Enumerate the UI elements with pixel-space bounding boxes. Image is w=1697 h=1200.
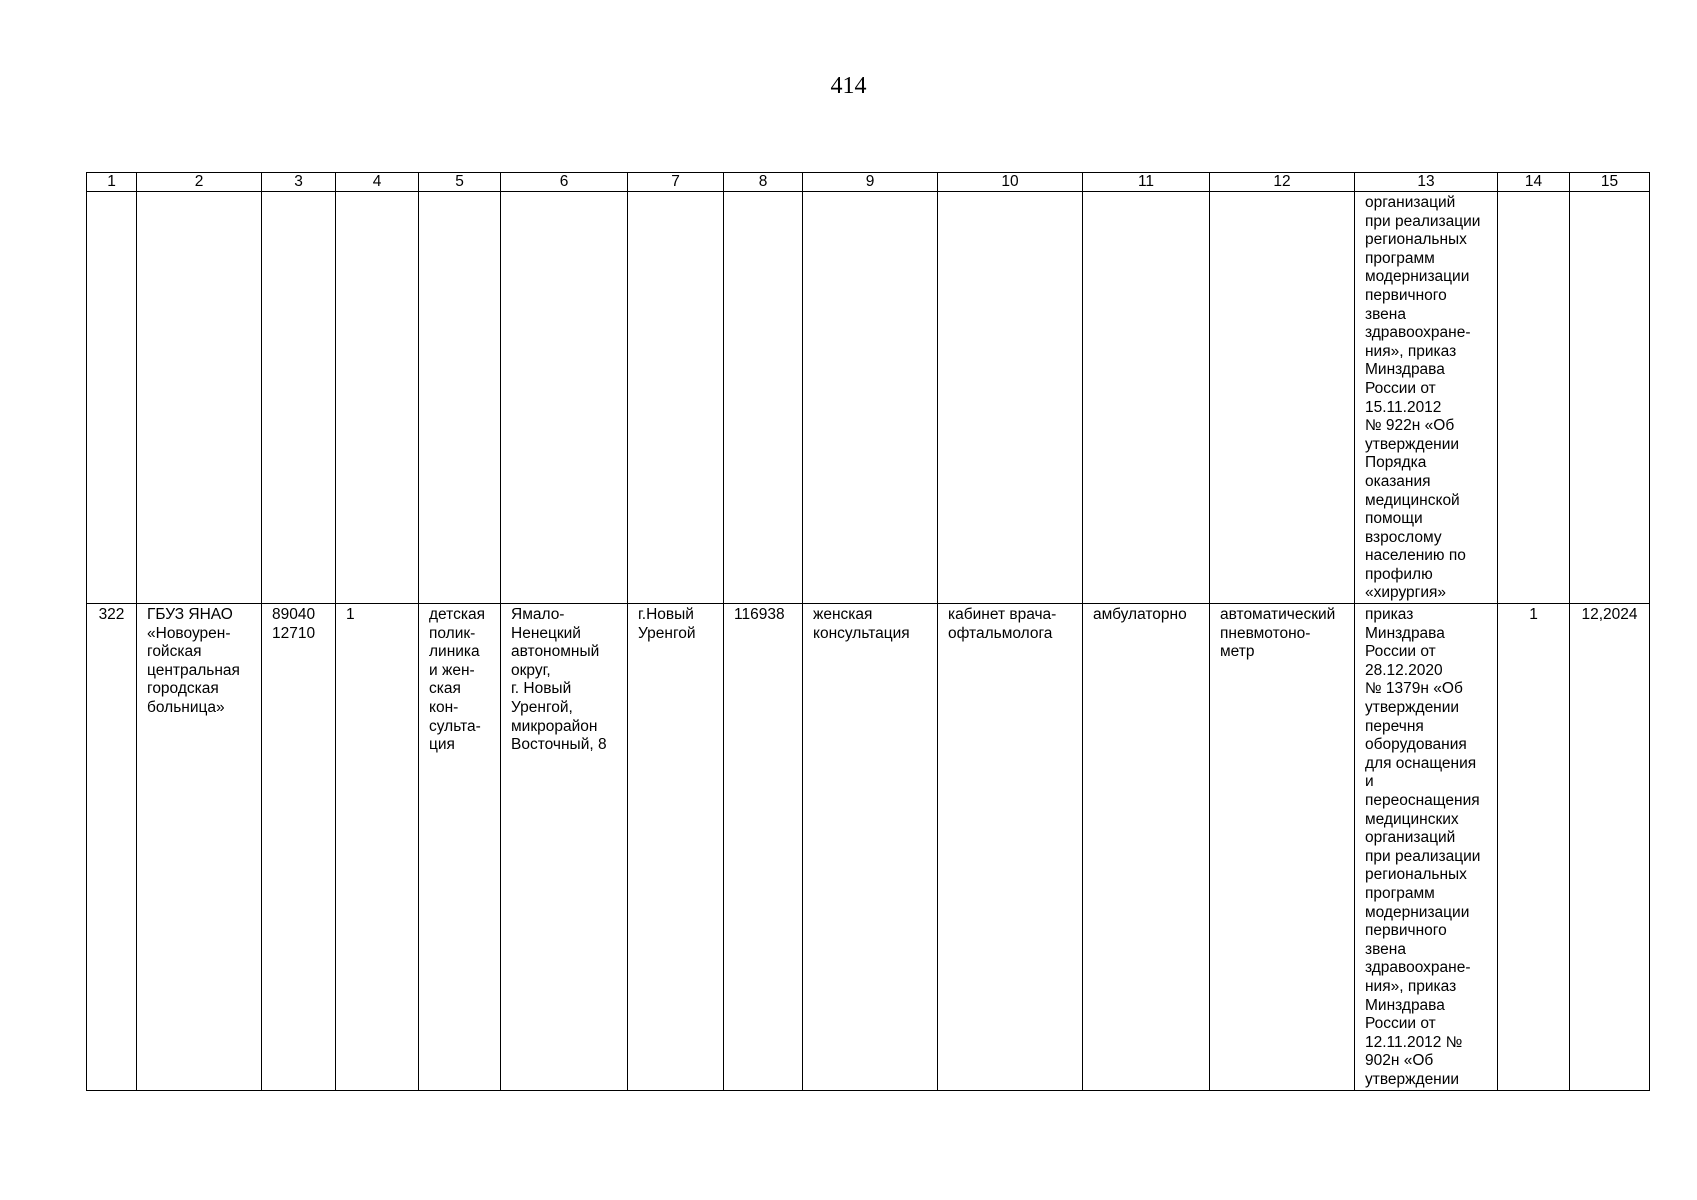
cell-number: 322 bbox=[87, 604, 137, 1091]
column-header-4: 4 bbox=[336, 173, 419, 192]
column-header-6: 6 bbox=[501, 173, 628, 192]
column-header-8: 8 bbox=[724, 173, 803, 192]
column-header-14: 14 bbox=[1498, 173, 1570, 192]
cell-city bbox=[628, 192, 724, 604]
cell-equipment: автоматический пневмотоно- метр bbox=[1210, 604, 1355, 1091]
cell-code: 89040 12710 bbox=[262, 604, 336, 1091]
cell-city: г.Новый Уренгой bbox=[628, 604, 724, 1091]
registry-table bbox=[86, 172, 1650, 1091]
column-header-9: 9 bbox=[803, 173, 938, 192]
cell-number bbox=[87, 192, 137, 604]
cell-quantity: 1 bbox=[1498, 604, 1570, 1091]
cell-cabinet bbox=[938, 192, 1083, 604]
cell-date: 12,2024 bbox=[1570, 604, 1650, 1091]
cell-col8 bbox=[724, 192, 803, 604]
cell-subdivision: детская полик- линика и жен- ская кон- сульта- ция bbox=[419, 604, 501, 1091]
column-header-11: 11 bbox=[1083, 173, 1210, 192]
column-header-10: 10 bbox=[938, 173, 1083, 192]
column-header-7: 7 bbox=[628, 173, 724, 192]
cell-col4: 1 bbox=[336, 604, 419, 1091]
table-row-continuation bbox=[87, 192, 1650, 604]
column-header-13: 13 bbox=[1355, 173, 1498, 192]
cell-subdivision bbox=[419, 192, 501, 604]
cell-address: Ямало- Ненецкий автономный округ, г. Новый Уренгой, микрорайон Восточный, 8 bbox=[501, 604, 628, 1091]
column-header-5: 5 bbox=[419, 173, 501, 192]
header-row bbox=[87, 173, 1650, 192]
cell-regulation: приказ Минздрава России от 28.12.2020 № 1379н «Об утверждении перечня оборудования для оснащения и переоснащения медицинских организаций при реализации региональных программ модернизации первичного звена здравоохране- ния», приказ Минздрава России от 12.11.2012 № 902н «Об утверждении bbox=[1355, 604, 1498, 1091]
column-header-12: 12 bbox=[1210, 173, 1355, 192]
column-header-2: 2 bbox=[137, 173, 262, 192]
cell-cabinet: кабинет врача- офтальмолога bbox=[938, 604, 1083, 1091]
cell-col8: 116938 bbox=[724, 604, 803, 1091]
column-header-3: 3 bbox=[262, 173, 336, 192]
cell-equipment bbox=[1210, 192, 1355, 604]
cell-address bbox=[501, 192, 628, 604]
cell-department: женская консультация bbox=[803, 604, 938, 1091]
cell-organization: ГБУЗ ЯНАО «Новоурен- гойская центральная городская больница» bbox=[137, 604, 262, 1091]
cell-department bbox=[803, 192, 938, 604]
cell-organization bbox=[137, 192, 262, 604]
column-header-1: 1 bbox=[87, 173, 137, 192]
cell-regulation: организаций при реализации региональных программ модернизации первичного звена здравоохране- ния», приказ Минздрава России от 15.11.2012 № 922н «Об утверждении Порядка оказания медицинской помощи взрослому населению по профилю «хирургия» bbox=[1355, 192, 1498, 604]
cell-date bbox=[1570, 192, 1650, 604]
table-row-322 bbox=[87, 604, 1650, 1091]
cell-care-condition: амбулаторно bbox=[1083, 604, 1210, 1091]
page-number: 414 bbox=[830, 73, 867, 99]
column-header-15: 15 bbox=[1570, 173, 1650, 192]
cell-col4 bbox=[336, 192, 419, 604]
cell-code bbox=[262, 192, 336, 604]
cell-care-condition bbox=[1083, 192, 1210, 604]
cell-quantity bbox=[1498, 192, 1570, 604]
